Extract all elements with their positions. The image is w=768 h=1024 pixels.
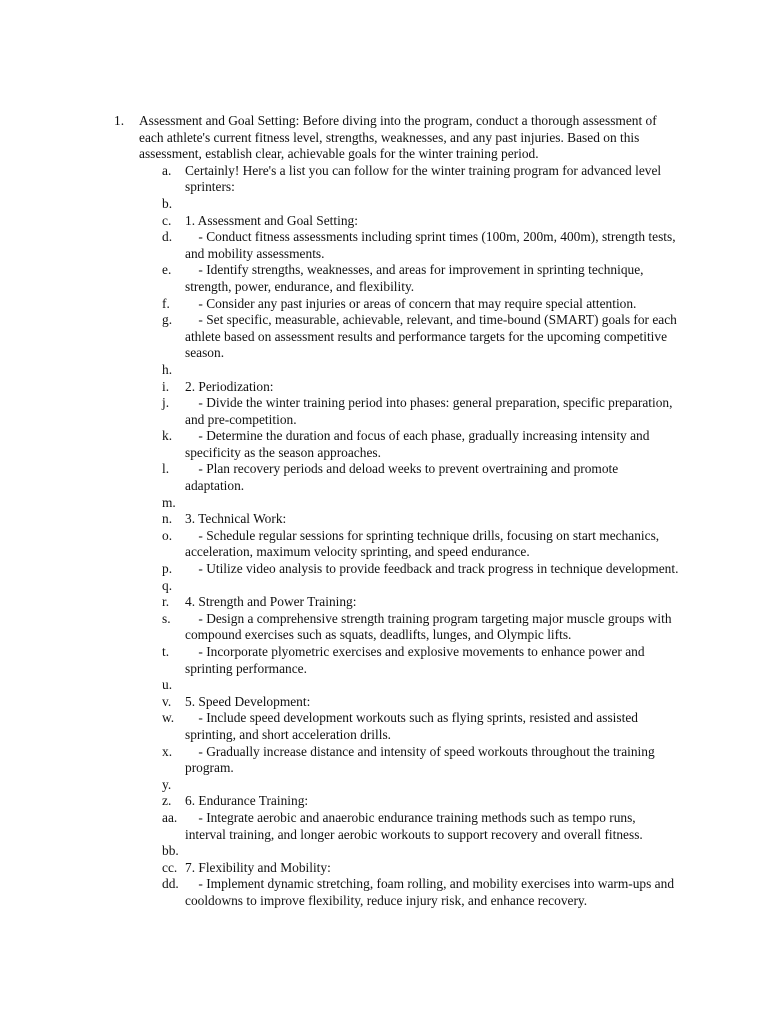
sub-list-letter: u. — [162, 677, 173, 693]
sub-list-text: - Gradually increase distance and intensity of speed workouts throughout the training program. — [185, 743, 659, 776]
sub-list-item — [0, 196, 679, 213]
sub-list-letter: g. — [162, 312, 173, 328]
sub-list-letter: b. — [162, 195, 173, 211]
sub-list-text: - Conduct fitness assessments including sprint times (100m, 200m, 400m), strength tests, and mobility assessments. — [185, 229, 679, 261]
sub-list-text: 4. Strength and Power Training: — [185, 594, 357, 610]
sub-list-text: - Divide the winter training period into phases: general preparation, specific preparation, and pre-competition. — [185, 395, 676, 427]
sub-list-letter: a. — [162, 162, 172, 178]
sub-list-letter: z. — [162, 793, 172, 809]
list-item-number: 1. — [114, 113, 125, 128]
sub-list-text: - Determine the duration and focus of each phase, gradually increasing intensity and specificity as the season approaches. — [185, 428, 653, 460]
sub-list-item — [0, 876, 679, 909]
sub-list-letter: l. — [162, 461, 170, 477]
sub-list-text: - Integrate aerobic and anaerobic endurance training methods such as tempo runs, interval training, and longer aerobic workouts to support recovery and overall fitness. — [185, 809, 643, 842]
sub-list-item — [0, 694, 679, 711]
sub-list-text: - Utilize video analysis to provide feedback and track progress in technique development. — [185, 561, 679, 577]
sub-list-letter: p. — [162, 561, 173, 577]
sub-list-letter: h. — [162, 361, 173, 377]
sub-list-item — [0, 611, 679, 644]
sub-list-item — [0, 495, 679, 512]
sub-list-item — [0, 860, 679, 877]
sub-list-item — [0, 296, 679, 313]
sub-list-item — [0, 528, 679, 561]
sub-list-text: 2. Periodization: — [185, 378, 274, 394]
sub-list-letter: s. — [162, 610, 171, 626]
sub-list-text: - Design a comprehensive strength training program targeting major muscle groups with compound exercises such as squats, deadlifts, lunges, and Olympic lifts. — [185, 610, 675, 643]
numbered-list — [0, 113, 768, 910]
sub-list-letter: q. — [162, 577, 173, 593]
sub-list-letter: n. — [162, 511, 173, 527]
list-item-text: Assessment and Goal Setting: Before diving into the program, conduct a thorough assessment of each athlete's current fitness level, strengths, weaknesses, and any past injuries. Based on this assessment, establish clear, achievable goals for the winter training period. — [139, 113, 657, 162]
sub-list-text: 3. Technical Work: — [185, 511, 287, 527]
sub-list-text: 5. Speed Development: — [185, 693, 311, 709]
sub-list-item — [0, 677, 679, 694]
sub-list-text: - Identify strengths, weaknesses, and areas for improvement in sprinting technique, strength, power, endurance, and flexibility. — [185, 262, 647, 294]
sub-list-letter: d. — [162, 229, 173, 245]
sub-list-item — [0, 312, 679, 362]
sub-list-text: 1. Assessment and Goal Setting: — [185, 212, 358, 228]
sub-list-letter: x. — [162, 743, 173, 759]
sub-list-item — [0, 744, 679, 777]
sub-list-item — [0, 511, 679, 528]
sub-list-item — [0, 578, 679, 595]
sub-list-letter: v. — [162, 693, 172, 709]
sub-list-letter: e. — [162, 262, 172, 278]
sub-list-letter: f. — [162, 295, 170, 311]
sub-list-item — [0, 461, 679, 494]
sub-list-item — [0, 163, 679, 196]
sub-list-item — [0, 395, 679, 428]
sub-list-text: - Plan recovery periods and deload weeks to prevent overtraining and promote adaptation. — [185, 461, 622, 494]
sub-list-letter: t. — [162, 644, 170, 659]
sub-list-letter: m. — [162, 494, 176, 510]
sub-list-item — [0, 362, 679, 379]
sub-list-letter: r. — [162, 594, 170, 610]
sub-list-item — [0, 379, 679, 396]
sub-list-text: Certainly! Here's a list you can follow for the winter training program for advanced level sprinters: — [185, 162, 665, 195]
sub-list-item — [0, 777, 679, 794]
sub-list-item — [0, 793, 679, 810]
sub-list-item — [0, 262, 679, 295]
sub-list-item — [0, 594, 679, 611]
sub-list-text: - Set specific, measurable, achievable, relevant, and time-bound (SMART) goals for each athlete based on assessment results and performance targets for the upcoming competitive season. — [185, 312, 681, 361]
sub-list — [0, 163, 768, 910]
sub-list-letter: k. — [162, 428, 173, 444]
sub-list-item — [0, 561, 679, 578]
sub-list-letter: c. — [162, 212, 172, 228]
sub-list-item — [0, 213, 679, 230]
sub-list-letter: o. — [162, 527, 173, 543]
sub-list-letter: aa. — [162, 809, 178, 825]
list-item-1 — [0, 113, 679, 163]
sub-list-letter: y. — [162, 776, 172, 792]
sub-list-letter: dd. — [162, 876, 179, 892]
sub-list-item — [0, 810, 679, 843]
sub-list-letter: w. — [162, 710, 175, 726]
sub-list-item — [0, 843, 679, 860]
sub-list-letter: bb. — [162, 843, 179, 859]
sub-list-text: - Implement dynamic stretching, foam rolling, and mobility exercises into warm-ups and cooldowns to improve flexibility, reduce injury risk, and enhance recovery. — [185, 876, 678, 908]
sub-list-letter: i. — [162, 378, 170, 394]
sub-list-item — [0, 229, 679, 262]
sub-list-text: - Consider any past injuries or areas of concern that may require special attention. — [185, 295, 637, 311]
sub-list-item — [0, 428, 679, 461]
sub-list-text: - Incorporate plyometric exercises and explosive movements to enhance power and sprinting performance. — [185, 644, 648, 676]
sub-list-text: 6. Endurance Training: — [185, 793, 309, 809]
sub-list-text: - Include speed development workouts such as flying sprints, resisted and assisted sprinting, and short acceleration drills. — [185, 710, 642, 742]
sub-list-item — [0, 644, 679, 677]
sub-list-letter: cc. — [162, 859, 178, 875]
sub-list-text: 7. Flexibility and Mobility: — [185, 859, 331, 875]
sub-list-letter: j. — [162, 395, 170, 411]
sub-list-item — [0, 710, 679, 743]
sub-list-text: - Schedule regular sessions for sprinting technique drills, focusing on start mechanics, acceleration, maximum velocity sprinting, and speed endurance. — [185, 527, 663, 560]
